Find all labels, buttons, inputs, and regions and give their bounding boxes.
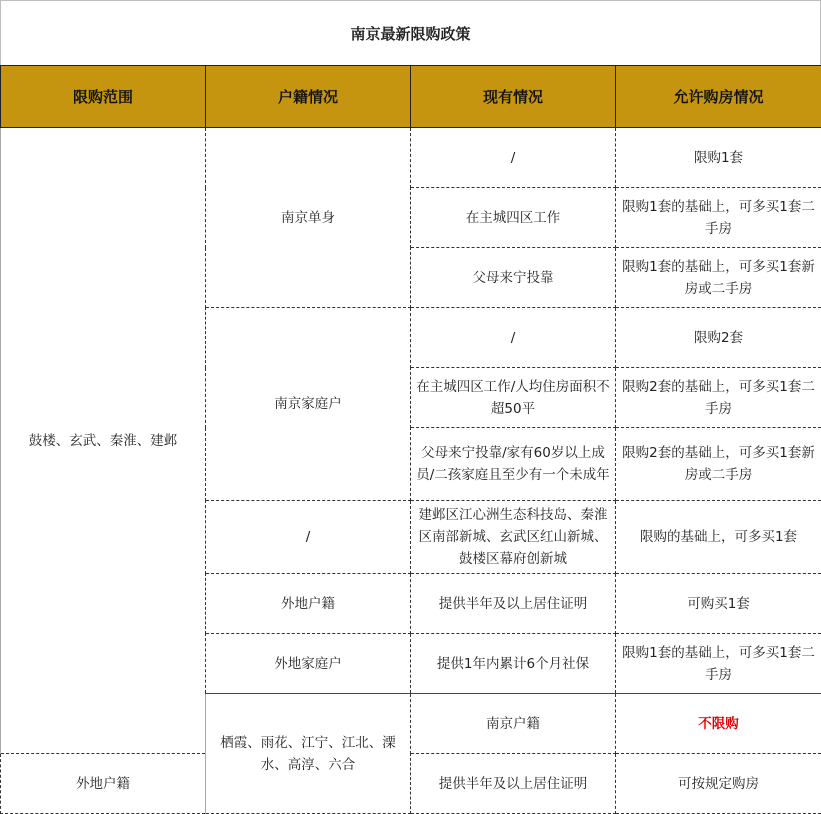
allowed-cell: 限购1套: [616, 128, 821, 188]
hukou-cell-outside: 外地户籍: [1, 754, 206, 814]
header-scope: 限购范围: [1, 66, 206, 128]
scope-cell-main-districts: 鼓楼、玄武、秦淮、建邺: [1, 128, 206, 754]
allowed-cell: 限购的基础上，可多买1套: [616, 501, 821, 574]
hukou-cell-outside-family: 外地家庭户: [206, 634, 411, 694]
scope-cell-other-districts: 栖霞、雨花、江宁、江北、溧水、高淳、六合: [206, 694, 411, 814]
allowed-cell: 限购2套: [616, 308, 821, 368]
allowed-cell: 限购2套的基础上，可多买1套新房或二手房: [616, 428, 821, 501]
situation-cell: 建邺区江心洲生态科技岛、秦淮区南部新城、玄武区红山新城、鼓楼区幕府创新城: [411, 501, 616, 574]
table-header-row: [1, 66, 821, 128]
hukou-cell-outside: 外地户籍: [206, 574, 411, 634]
hukou-cell-nj-hukou: 南京户籍: [411, 694, 616, 754]
allowed-cell: 限购2套的基础上，可多买1套二手房: [616, 368, 821, 428]
situation-cell: 提供1年内累计6个月社保: [411, 634, 616, 694]
table-row: [1, 128, 821, 188]
situation-cell: 在主城四区工作/人均住房面积不超50平: [411, 368, 616, 428]
header-hukou: 户籍情况: [206, 66, 411, 128]
allowed-cell: 可按规定购房: [616, 754, 821, 814]
page-title-text: 南京最新限购政策: [350, 23, 470, 44]
allowed-cell: 限购1套的基础上，可多买1套二手房: [616, 188, 821, 248]
header-situation: 现有情况: [411, 66, 616, 128]
situation-cell: /: [411, 308, 616, 368]
table-row: [1, 754, 821, 814]
header-allowed: 允许购房情况: [616, 66, 821, 128]
situation-cell: 父母来宁投靠: [411, 248, 616, 308]
situation-cell: 父母来宁投靠/家有60岁以上成员/二孩家庭且至少有一个未成年: [411, 428, 616, 501]
hukou-cell-slash: /: [206, 501, 411, 574]
page-title: [0, 0, 821, 66]
allowed-cell: 限购1套的基础上，可多买1套新房或二手房: [616, 248, 821, 308]
allowed-cell: 限购1套的基础上，可多买1套二手房: [616, 634, 821, 694]
no-restriction-cell: 不限购: [616, 694, 821, 754]
hukou-cell-nj-single: 南京单身: [206, 128, 411, 308]
situation-cell: 提供半年及以上居住证明: [411, 754, 616, 814]
situation-cell: 提供半年及以上居住证明: [411, 574, 616, 634]
hukou-cell-nj-family: 南京家庭户: [206, 308, 411, 501]
policy-table: [0, 65, 821, 814]
allowed-cell: 可购买1套: [616, 574, 821, 634]
situation-cell: /: [411, 128, 616, 188]
situation-cell: 在主城四区工作: [411, 188, 616, 248]
